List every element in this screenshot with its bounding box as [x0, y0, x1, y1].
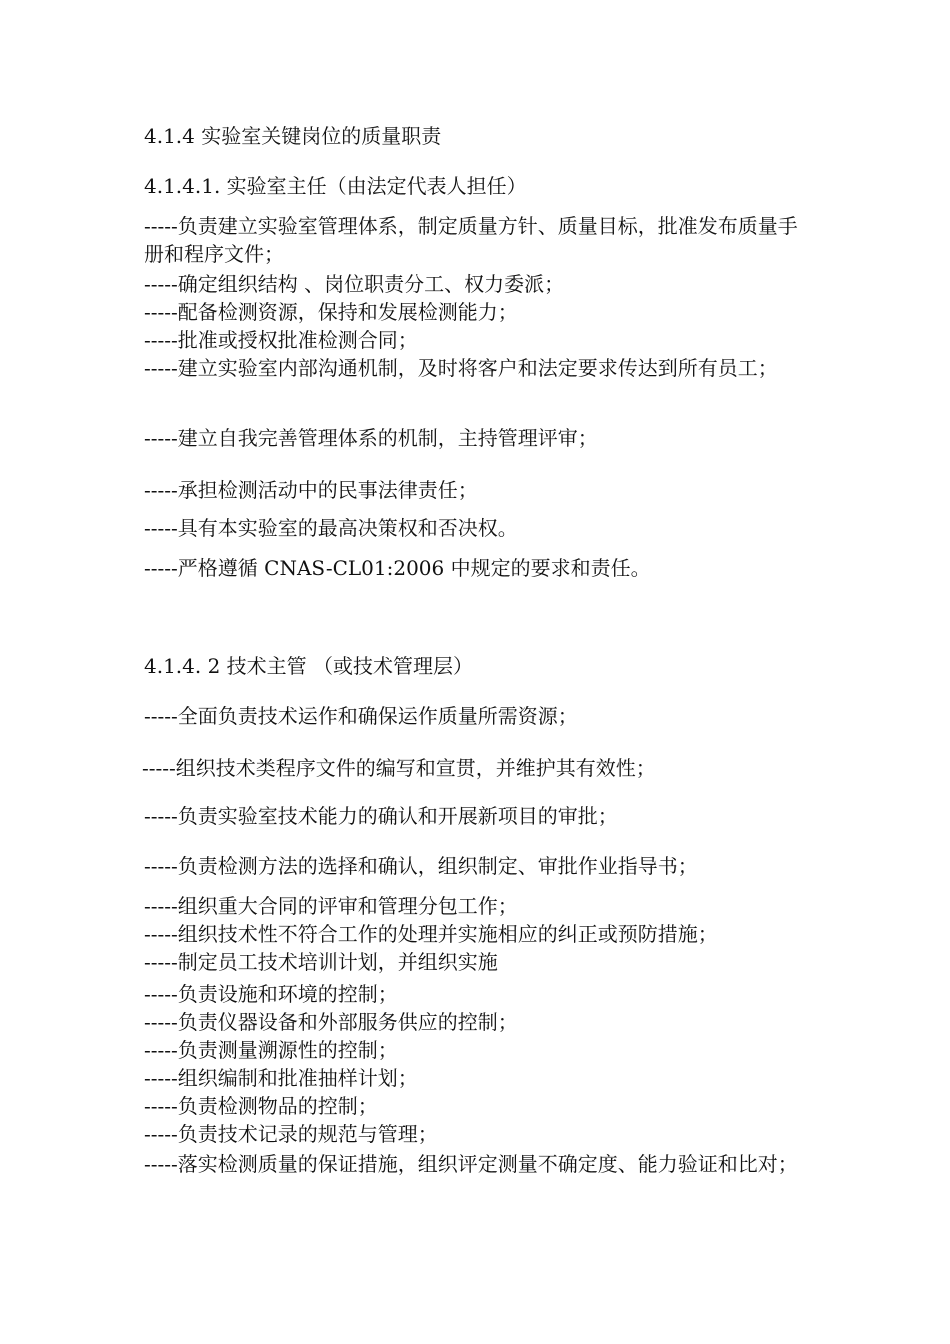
list-item: -----严格遵循 CNAS-CL01:2006 中规定的要求和责任。	[144, 556, 651, 580]
list-item: -----承担检测活动中的民事法律责任；	[144, 478, 478, 502]
list-item: -----负责实验室技术能力的确认和开展新项目的审批；	[144, 804, 618, 828]
list-item: -----负责建立实验室管理体系，制定质量方针、质量目标，批准发布质量手册和程序文件；	[144, 214, 798, 266]
list-item: -----确定组织结构 、岗位职责分工、权力委派；	[144, 272, 565, 296]
list-item: -----全面负责技术运作和确保运作质量所需资源；	[144, 704, 578, 728]
list-item: -----负责检测物品的控制；	[144, 1094, 378, 1118]
subsection-heading-technical: 4.1.4. 2 技术主管 （或技术管理层）	[144, 654, 474, 678]
subsection-heading-director: 4.1.4.1. 实验室主任（由法定代表人担任）	[144, 174, 527, 198]
list-item: -----组织重大合同的评审和管理分包工作；	[144, 894, 518, 918]
list-item: -----负责设施和环境的控制；	[144, 982, 398, 1006]
list-item: -----制定员工技术培训计划，并组织实施	[144, 950, 498, 974]
list-item: -----负责检测方法的选择和确认，组织制定、审批作业指导书；	[144, 854, 698, 878]
list-item: -----负责测量溯源性的控制；	[144, 1038, 398, 1062]
list-item: -----配备检测资源，保持和发展检测能力；	[144, 300, 518, 324]
list-item: -----负责技术记录的规范与管理；	[144, 1122, 438, 1146]
list-item: -----组织编制和批准抽样计划；	[144, 1066, 418, 1090]
list-item: -----落实检测质量的保证措施，组织评定测量不确定度、能力验证和比对；	[144, 1152, 798, 1176]
list-item: -----组织技术类程序文件的编写和宣贯，并维护其有效性；	[142, 756, 656, 780]
list-item: -----建立自我完善管理体系的机制，主持管理评审；	[144, 426, 598, 450]
list-item: -----组织技术性不符合工作的处理并实施相应的纠正或预防措施；	[144, 922, 718, 946]
list-item: -----建立实验室内部沟通机制，及时将客户和法定要求传达到所有员工；	[144, 356, 778, 380]
section-heading: 4.1.4 实验室关键岗位的质量职责	[144, 124, 442, 148]
list-item: -----具有本实验室的最高决策权和否决权。	[144, 516, 518, 540]
list-item: -----负责仪器设备和外部服务供应的控制；	[144, 1010, 518, 1034]
list-item: -----批准或授权批准检测合同；	[144, 328, 418, 352]
